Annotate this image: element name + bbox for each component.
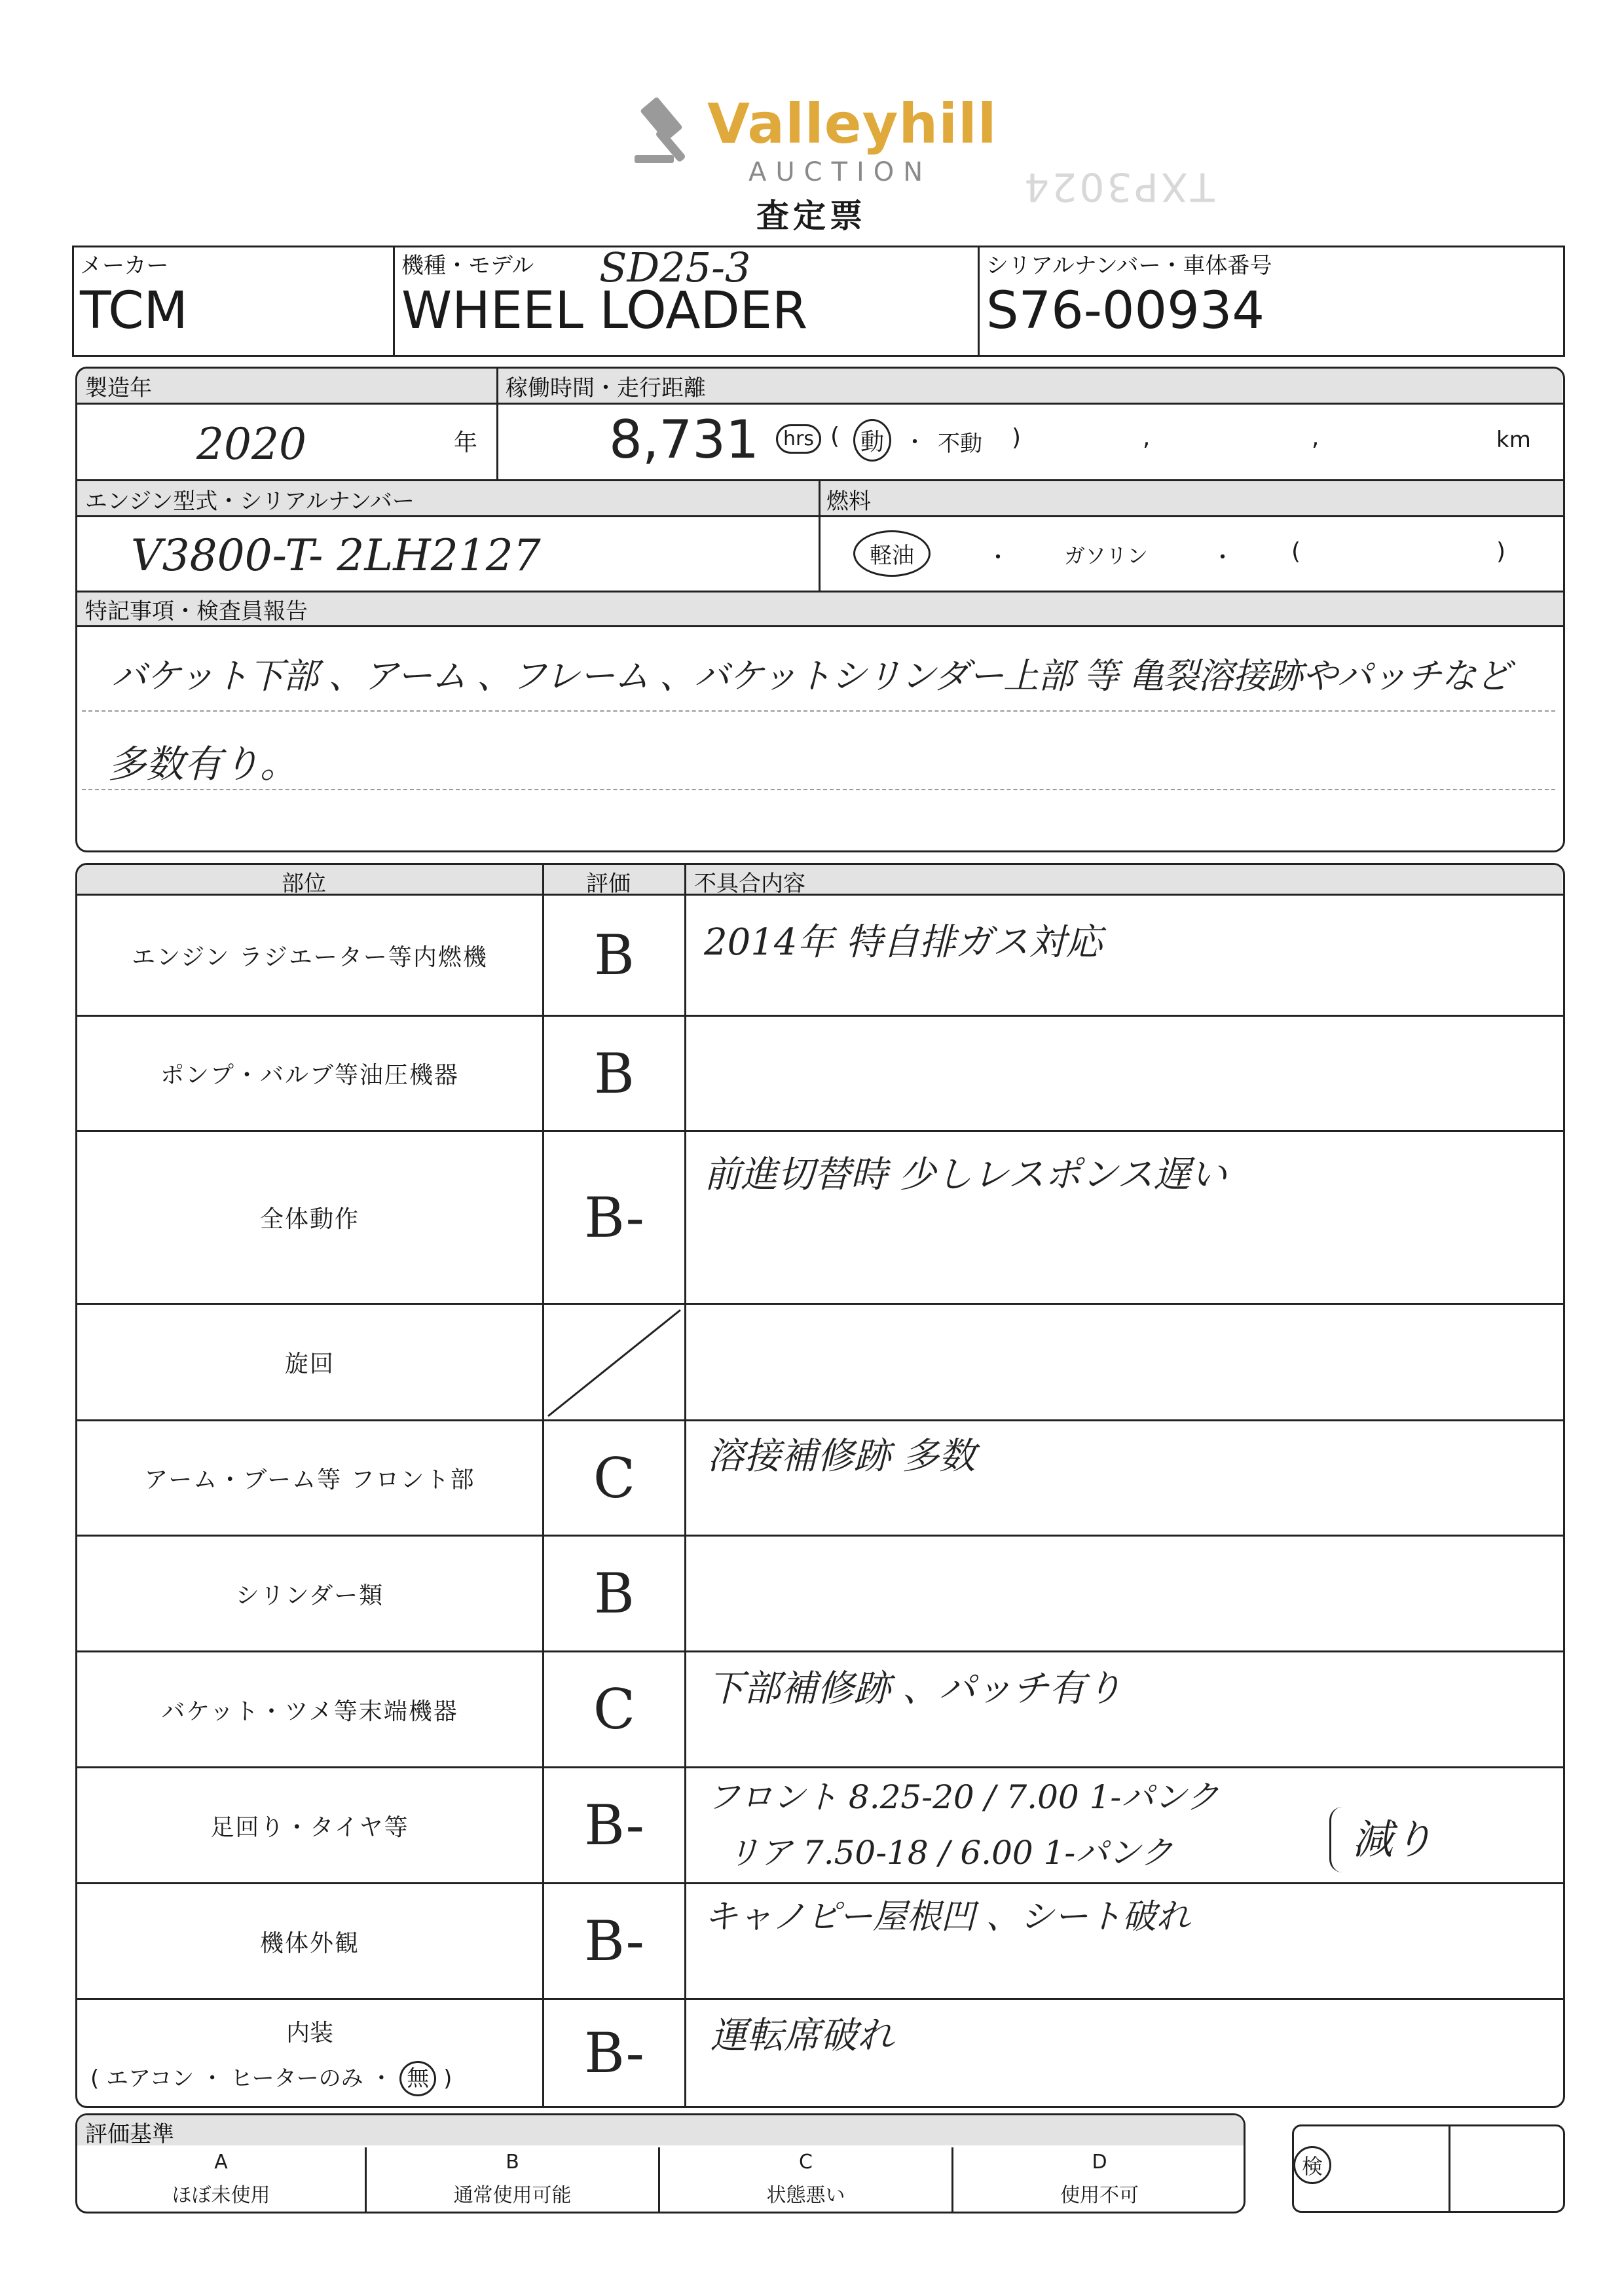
part-swing: 旋回 [284, 1351, 335, 1377]
model-label: 機種・モデル [401, 253, 534, 279]
inspector-stamp-mark: 検 [1293, 2146, 1331, 2184]
grade-front: C [593, 1446, 636, 1510]
table-row [77, 1537, 542, 1650]
year-value: 2020 [196, 419, 306, 469]
grade-engine: B [594, 923, 635, 987]
fuel-label: 燃料 [826, 488, 871, 515]
defect-interior: 運転席破れ [710, 2014, 894, 2057]
legend-desc-d: 使用不可 [1060, 2184, 1139, 2207]
fuel-separator-1: ・ [987, 545, 1009, 571]
maker-value: TCM [80, 282, 188, 340]
legend-desc-a: ほぼ未使用 [172, 2184, 270, 2207]
watermark-text: TXP3024 [1022, 164, 1215, 210]
grade-exterior: B- [584, 1909, 644, 1973]
defect-undercarriage-rear: リア 7.50-18 / 6.00 1-パンク [727, 1834, 1173, 1872]
part-cylinders: シリンダー類 [235, 1582, 384, 1609]
part-overall-operation: 全体動作 [259, 1206, 360, 1233]
part-interior-none: 無 [399, 2061, 436, 2096]
legend-item-b [367, 2151, 658, 2208]
grade-overall-operation: B- [584, 1185, 644, 1250]
document-title: 査定票 [756, 197, 866, 235]
legend-grade-b: B [506, 2151, 519, 2174]
defect-front: 溶接補修跡 多数 [707, 1435, 976, 1478]
part-front: アーム・ブーム等 フロント部 [144, 1467, 475, 1493]
defect-engine: 2014年 特自排ガス対応 [704, 921, 1103, 964]
part-interior-options: ( エアコン ・ ヒーターのみ ・ [90, 2066, 393, 2092]
part-engine: エンジン ラジエーター等内燃機 [132, 943, 488, 971]
part-hydraulics: ポンプ・バルブ等油圧機器 [160, 1062, 459, 1089]
legend-grade-d: D [1092, 2151, 1107, 2174]
inspector-stamp-box [1292, 2124, 1565, 2213]
legend-item-a [77, 2151, 365, 2208]
fuel-other-open: ( [1291, 538, 1301, 565]
maker-label: メーカー [80, 253, 169, 279]
km-unit: km [1496, 427, 1531, 453]
column-header-part: 部位 [282, 871, 326, 897]
notes-line-2: 多数有り。 [108, 742, 299, 786]
grade-interior: B- [584, 2021, 644, 2085]
table-row [77, 1884, 542, 1998]
grade-cylinders: B [594, 1561, 635, 1626]
model-value: WHEEL LOADER [401, 282, 808, 340]
fuel-separator-2: ・ [1211, 545, 1234, 571]
brand-sub: AUCTION [748, 157, 932, 187]
grade-undercarriage: B- [584, 1793, 644, 1857]
brand-name: Valleyhill [707, 92, 997, 156]
engine-value: V3800-T- 2LH2127 [131, 530, 541, 581]
year-label: 製造年 [85, 375, 152, 401]
engine-label: エンジン型式・シリアルナンバー [85, 488, 415, 515]
grade-bucket: C [593, 1677, 636, 1741]
fuel-other-close: ) [1496, 538, 1506, 565]
column-header-grade: 評価 [586, 871, 631, 897]
part-undercarriage: 足回り・タイヤ等 [210, 1813, 409, 1841]
undercarriage-brace [1329, 1807, 1351, 1872]
table-row [77, 1421, 542, 1535]
legend-item-c [660, 2151, 951, 2208]
hours-paren-close: ) [1012, 424, 1022, 451]
part-exterior: 機体外観 [259, 1929, 360, 1957]
table-row [77, 1132, 542, 1303]
table-row [77, 1305, 542, 1419]
defect-undercarriage-note: 減り [1352, 1815, 1434, 1863]
status-not-running: 不動 [938, 431, 982, 457]
grading-criteria-title: 評価基準 [85, 2121, 174, 2147]
status-separator: ・ [904, 429, 926, 456]
part-interior-close: ) [443, 2066, 452, 2092]
grade-hydraulics: B [594, 1041, 635, 1106]
status-running: 動 [853, 419, 891, 462]
fuel-gasoline: ガソリン [1064, 543, 1149, 568]
identification-box [72, 246, 1565, 357]
defect-overall-operation: 前進切替時 少しレスポンス遅い [704, 1154, 1227, 1196]
part-bucket: バケット・ツメ等末端機器 [161, 1698, 458, 1725]
not-applicable-slash [544, 1305, 684, 1419]
serial-value: S76-00934 [986, 282, 1265, 340]
document-header [0, 0, 1624, 242]
legend-desc-c: 状態悪い [766, 2184, 845, 2207]
legend-desc-b: 通常使用可能 [453, 2184, 572, 2207]
hours-paren-open: ( [830, 423, 840, 450]
defect-bucket: 下部補修跡 、パッチ有り [707, 1667, 1122, 1710]
legend-grade-a: A [214, 2151, 228, 2174]
defect-undercarriage-front: フロント 8.25-20 / 7.00 1-パンク [707, 1778, 1219, 1816]
model-handwritten: SD25-3 [599, 244, 751, 291]
notes-line-1: バケット下部 、アーム 、フレーム 、バケットシリンダー上部 等 亀裂溶接跡やパッチなど [111, 655, 1511, 697]
table-row [77, 1768, 542, 1882]
notes-label: 特記事項・検査員報告 [85, 598, 308, 625]
km-comma-2: , [1312, 424, 1320, 451]
table-row [77, 1017, 542, 1130]
legend-grade-c: C [799, 2151, 813, 2174]
part-interior: 内装 [286, 2020, 333, 2047]
defect-exterior: キャノピー屋根凹 、シート破れ [704, 1897, 1190, 1937]
serial-label: シリアルナンバー・車体番号 [986, 253, 1272, 279]
fuel-diesel: 軽油 [853, 530, 931, 577]
column-header-defect: 不具合内容 [694, 871, 805, 897]
table-row [77, 896, 542, 1015]
hours-value: 8,731 [609, 409, 760, 470]
hours-unit: hrs [776, 424, 821, 454]
legend-item-d [953, 2151, 1246, 2208]
gavel-logo-icon [632, 95, 704, 167]
km-comma-1: , [1143, 424, 1151, 451]
table-row [77, 2000, 542, 2106]
table-row [77, 1652, 542, 1766]
year-unit: 年 [454, 429, 478, 456]
hours-label: 稼働時間・走行距離 [506, 375, 706, 401]
